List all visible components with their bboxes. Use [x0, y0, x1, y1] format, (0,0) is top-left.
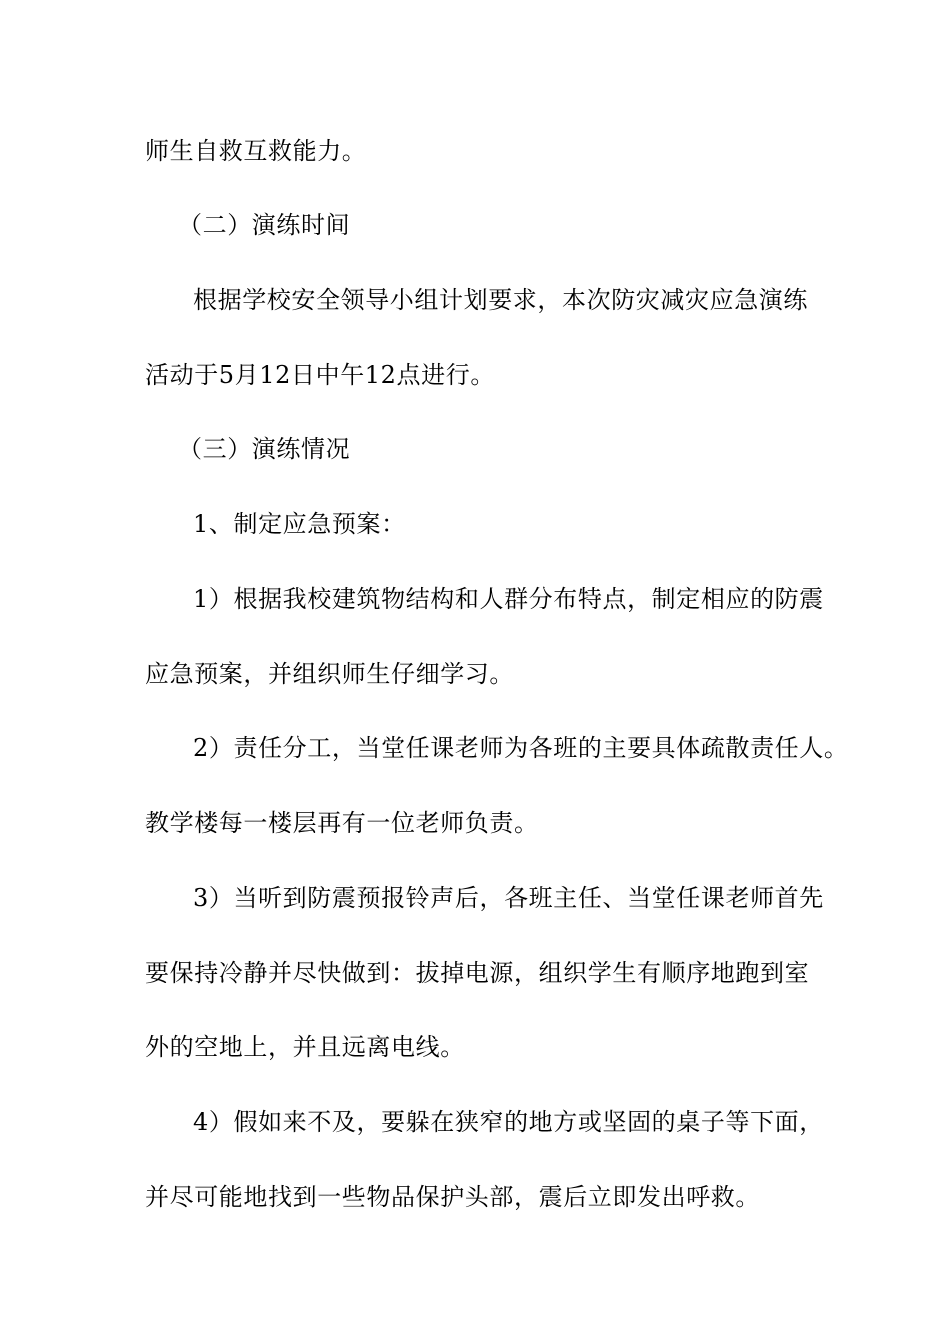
text-line-10: 教学楼每一楼层再有一位老师负责。: [145, 809, 539, 837]
section-heading-drill-time: （二）演练时间: [178, 211, 351, 239]
text-line-12: 要保持冷静并尽快做到：拔掉电源，组织学生有顺序地跑到室: [145, 959, 810, 987]
text-line-4: 活动于5月12日中午12点进行。: [145, 361, 495, 389]
text-line-15: 并尽可能地找到一些物品保护头部，震后立即发出呼救。: [145, 1183, 760, 1211]
section-heading-drill-situation: （三）演练情况: [178, 435, 351, 463]
text-line-7: 1）根据我校建筑物结构和人群分布特点，制定相应的防震: [193, 585, 824, 613]
text-line-14: 4）假如来不及，要躲在狭窄的地方或坚固的桌子等下面，: [193, 1108, 824, 1136]
subheading-emergency-plan: 1、制定应急预案：: [193, 510, 406, 538]
text-line-9: 2）责任分工，当堂任课老师为各班的主要具体疏散责任人。: [193, 734, 849, 762]
text-line-13: 外的空地上，并且远离电线。: [145, 1033, 465, 1061]
text-line-8: 应急预案，并组织师生仔细学习。: [145, 660, 514, 688]
text-line-3: 根据学校安全领导小组计划要求，本次防灾减灾应急演练: [193, 286, 808, 314]
text-line-1: 师生自救互救能力。: [145, 137, 367, 165]
text-line-11: 3）当听到防震预报铃声后，各班主任、当堂任课老师首先: [193, 884, 824, 912]
